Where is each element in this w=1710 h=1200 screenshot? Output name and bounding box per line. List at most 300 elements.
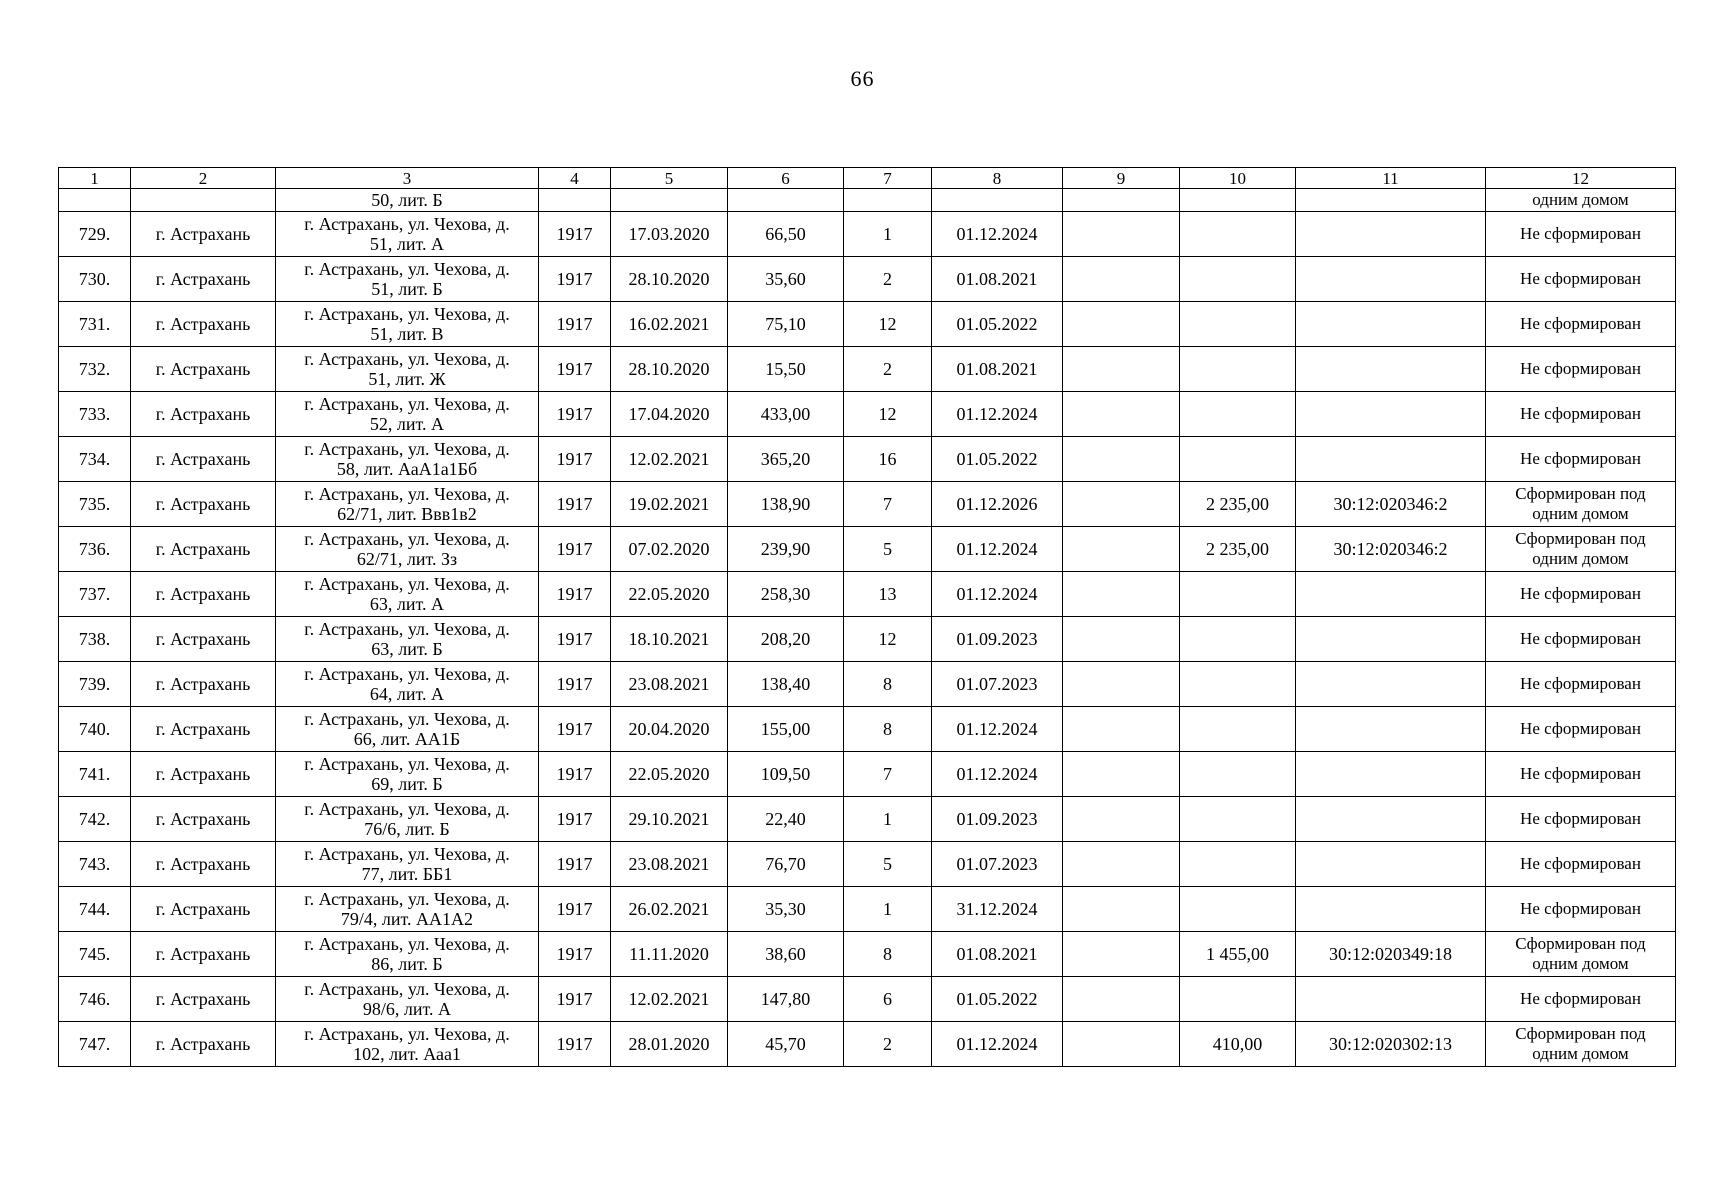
table-row xyxy=(59,932,1676,977)
address-cell xyxy=(276,212,539,257)
table-row xyxy=(59,1022,1676,1067)
table-body xyxy=(59,168,1676,1067)
table-cell xyxy=(131,189,276,212)
status-line-1: Сформирован под xyxy=(1515,934,1646,953)
cadastral-number-cell xyxy=(1296,572,1486,617)
address-line-1: г. Астрахань, ул. Чехова, д. xyxy=(304,574,510,594)
row-number: 742. xyxy=(59,797,131,842)
area-cell: 258,30 xyxy=(728,572,844,617)
column-9-cell xyxy=(1063,842,1180,887)
row-number: 729. xyxy=(59,212,131,257)
address-line-1: г. Астрахань, ул. Чехова, д. xyxy=(304,439,510,459)
address-line-2: 62/71, лит. Зз xyxy=(356,549,458,569)
city-cell: г. Астрахань xyxy=(131,572,276,617)
column-header: 9 xyxy=(1063,168,1180,189)
address-cell xyxy=(276,752,539,797)
table-row xyxy=(59,707,1676,752)
area-cell: 76,70 xyxy=(728,842,844,887)
land-area-cell: 2 235,00 xyxy=(1180,527,1296,572)
column-9-cell xyxy=(1063,887,1180,932)
address-line-1: г. Астрахань, ул. Чехова, д. xyxy=(304,844,510,864)
address-cell xyxy=(276,842,539,887)
city-cell: г. Астрахань xyxy=(131,887,276,932)
count-cell: 7 xyxy=(844,482,932,527)
area-cell: 109,50 xyxy=(728,752,844,797)
address-line-1: г. Астрахань, ул. Чехова, д. xyxy=(304,799,510,819)
land-area-cell xyxy=(1180,392,1296,437)
address-line-2: 62/71, лит. Ввв1в2 xyxy=(337,504,477,524)
deadline-cell: 01.09.2023 xyxy=(932,797,1063,842)
city-cell: г. Астрахань xyxy=(131,977,276,1022)
deadline-cell: 01.08.2021 xyxy=(932,257,1063,302)
count-cell: 2 xyxy=(844,257,932,302)
row-number: 739. xyxy=(59,662,131,707)
year-cell: 1917 xyxy=(539,752,611,797)
address-line-1: г. Астрахань, ул. Чехова, д. xyxy=(304,259,510,279)
date-cell: 20.04.2020 xyxy=(611,707,728,752)
table-row xyxy=(59,752,1676,797)
column-header: 11 xyxy=(1296,168,1486,189)
column-9-cell xyxy=(1063,437,1180,482)
count-cell: 1 xyxy=(844,797,932,842)
column-9-cell xyxy=(1063,347,1180,392)
cadastral-number-cell xyxy=(1296,662,1486,707)
area-cell: 45,70 xyxy=(728,1022,844,1067)
table-cell xyxy=(1063,189,1180,212)
table-row xyxy=(59,347,1676,392)
land-area-cell xyxy=(1180,437,1296,482)
area-cell: 147,80 xyxy=(728,977,844,1022)
area-cell: 208,20 xyxy=(728,617,844,662)
status-cell xyxy=(1486,707,1676,752)
date-cell: 11.11.2020 xyxy=(611,932,728,977)
row-number: 744. xyxy=(59,887,131,932)
address-cell xyxy=(276,302,539,347)
status-line-1: Не сформирован xyxy=(1520,314,1641,333)
table-row xyxy=(59,392,1676,437)
address-cell xyxy=(276,932,539,977)
year-cell: 1917 xyxy=(539,797,611,842)
land-area-cell xyxy=(1180,617,1296,662)
column-9-cell xyxy=(1063,977,1180,1022)
count-cell: 7 xyxy=(844,752,932,797)
status-cell xyxy=(1486,302,1676,347)
status-line-1: Не сформирован xyxy=(1520,854,1641,873)
status-line-1: Не сформирован xyxy=(1520,224,1641,243)
land-area-cell xyxy=(1180,752,1296,797)
cadastral-number-cell: 30:12:020346:2 xyxy=(1296,527,1486,572)
continuation-address: 50, лит. Б xyxy=(276,189,539,212)
date-cell: 22.05.2020 xyxy=(611,572,728,617)
table-row xyxy=(59,482,1676,527)
address-line-1: г. Астрахань, ул. Чехова, д. xyxy=(304,214,510,234)
continuation-status: одним домом xyxy=(1486,189,1676,212)
cadastral-number-cell xyxy=(1296,302,1486,347)
table-cell xyxy=(844,189,932,212)
address-cell xyxy=(276,347,539,392)
row-number: 741. xyxy=(59,752,131,797)
address-line-1: г. Астрахань, ул. Чехова, д. xyxy=(304,304,510,324)
area-cell: 75,10 xyxy=(728,302,844,347)
cadastral-number-cell xyxy=(1296,752,1486,797)
status-line-1: Не сформирован xyxy=(1520,404,1641,423)
deadline-cell: 01.05.2022 xyxy=(932,302,1063,347)
status-cell xyxy=(1486,797,1676,842)
address-cell xyxy=(276,662,539,707)
year-cell: 1917 xyxy=(539,212,611,257)
deadline-cell: 01.09.2023 xyxy=(932,617,1063,662)
area-cell: 155,00 xyxy=(728,707,844,752)
area-cell: 35,60 xyxy=(728,257,844,302)
address-line-2: 69, лит. Б xyxy=(371,774,443,794)
table-row xyxy=(59,257,1676,302)
city-cell: г. Астрахань xyxy=(131,482,276,527)
column-9-cell xyxy=(1063,572,1180,617)
year-cell: 1917 xyxy=(539,527,611,572)
table-row xyxy=(59,572,1676,617)
land-area-cell xyxy=(1180,797,1296,842)
row-number: 731. xyxy=(59,302,131,347)
land-area-cell xyxy=(1180,347,1296,392)
year-cell: 1917 xyxy=(539,887,611,932)
column-9-cell xyxy=(1063,707,1180,752)
date-cell: 28.10.2020 xyxy=(611,347,728,392)
status-line-1: Не сформирован xyxy=(1520,719,1641,738)
status-cell xyxy=(1486,932,1676,977)
deadline-cell: 01.07.2023 xyxy=(932,842,1063,887)
land-area-cell xyxy=(1180,212,1296,257)
column-header: 8 xyxy=(932,168,1063,189)
cadastral-number-cell xyxy=(1296,212,1486,257)
address-cell xyxy=(276,1022,539,1067)
address-line-2: 64, лит. А xyxy=(369,684,445,704)
address-cell xyxy=(276,707,539,752)
address-cell xyxy=(276,977,539,1022)
row-number: 737. xyxy=(59,572,131,617)
count-cell: 13 xyxy=(844,572,932,617)
status-cell xyxy=(1486,212,1676,257)
land-area-cell xyxy=(1180,302,1296,347)
row-number: 736. xyxy=(59,527,131,572)
area-cell: 15,50 xyxy=(728,347,844,392)
address-line-2: 51, лит. Ж xyxy=(368,369,446,389)
table-row xyxy=(59,797,1676,842)
address-line-2: 51, лит. В xyxy=(370,324,444,344)
count-cell: 8 xyxy=(844,707,932,752)
deadline-cell: 01.07.2023 xyxy=(932,662,1063,707)
address-line-2: 58, лит. АаА1а1Бб xyxy=(336,459,478,479)
table-cell xyxy=(539,189,611,212)
year-cell: 1917 xyxy=(539,302,611,347)
table-row xyxy=(59,527,1676,572)
area-cell: 239,90 xyxy=(728,527,844,572)
count-cell: 8 xyxy=(844,932,932,977)
status-cell xyxy=(1486,437,1676,482)
status-cell xyxy=(1486,617,1676,662)
address-line-2: 63, лит. А xyxy=(369,594,445,614)
table-row xyxy=(59,437,1676,482)
deadline-cell: 01.12.2024 xyxy=(932,752,1063,797)
row-number: 743. xyxy=(59,842,131,887)
address-cell xyxy=(276,617,539,662)
status-line-1: Сформирован под xyxy=(1515,1024,1646,1043)
city-cell: г. Астрахань xyxy=(131,1022,276,1067)
date-cell: 12.02.2021 xyxy=(611,437,728,482)
address-line-1: г. Астрахань, ул. Чехова, д. xyxy=(304,754,510,774)
address-line-2: 77, лит. ББ1 xyxy=(361,864,453,884)
status-cell xyxy=(1486,572,1676,617)
row-number: 730. xyxy=(59,257,131,302)
cadastral-number-cell xyxy=(1296,797,1486,842)
status-line-1: Не сформирован xyxy=(1520,809,1641,828)
city-cell: г. Астрахань xyxy=(131,797,276,842)
address-line-2: 63, лит. Б xyxy=(371,639,443,659)
address-cell xyxy=(276,437,539,482)
column-9-cell xyxy=(1063,797,1180,842)
city-cell: г. Астрахань xyxy=(131,437,276,482)
date-cell: 23.08.2021 xyxy=(611,842,728,887)
deadline-cell: 01.08.2021 xyxy=(932,347,1063,392)
year-cell: 1917 xyxy=(539,437,611,482)
deadline-cell: 01.12.2024 xyxy=(932,392,1063,437)
address-line-2: 51, лит. Б xyxy=(371,279,443,299)
column-9-cell xyxy=(1063,1022,1180,1067)
table-cell xyxy=(932,189,1063,212)
city-cell: г. Астрахань xyxy=(131,752,276,797)
row-number: 734. xyxy=(59,437,131,482)
status-cell xyxy=(1486,1022,1676,1067)
cadastral-number-cell xyxy=(1296,977,1486,1022)
city-cell: г. Астрахань xyxy=(131,212,276,257)
cadastral-number-cell xyxy=(1296,392,1486,437)
count-cell: 1 xyxy=(844,887,932,932)
status-line-1: Не сформирован xyxy=(1520,674,1641,693)
area-cell: 365,20 xyxy=(728,437,844,482)
year-cell: 1917 xyxy=(539,977,611,1022)
cadastral-number-cell: 30:12:020302:13 xyxy=(1296,1022,1486,1067)
deadline-cell: 01.05.2022 xyxy=(932,437,1063,482)
city-cell: г. Астрахань xyxy=(131,527,276,572)
row-number: 738. xyxy=(59,617,131,662)
column-header: 7 xyxy=(844,168,932,189)
address-line-2: 52, лит. А xyxy=(369,414,445,434)
address-cell xyxy=(276,527,539,572)
count-cell: 1 xyxy=(844,212,932,257)
row-number: 732. xyxy=(59,347,131,392)
row-number: 747. xyxy=(59,1022,131,1067)
column-header: 4 xyxy=(539,168,611,189)
address-line-2: 86, лит. Б xyxy=(371,954,443,974)
status-line-1: Не сформирован xyxy=(1520,584,1641,603)
count-cell: 5 xyxy=(844,527,932,572)
count-cell: 6 xyxy=(844,977,932,1022)
area-cell: 433,00 xyxy=(728,392,844,437)
column-9-cell xyxy=(1063,752,1180,797)
deadline-cell: 01.12.2024 xyxy=(932,707,1063,752)
cadastral-number-cell xyxy=(1296,842,1486,887)
row-number: 746. xyxy=(59,977,131,1022)
row-number: 745. xyxy=(59,932,131,977)
count-cell: 16 xyxy=(844,437,932,482)
address-line-1: г. Астрахань, ул. Чехова, д. xyxy=(304,529,510,549)
city-cell: г. Астрахань xyxy=(131,932,276,977)
date-cell: 28.10.2020 xyxy=(611,257,728,302)
count-cell: 2 xyxy=(844,1022,932,1067)
address-cell xyxy=(276,482,539,527)
date-cell: 07.02.2020 xyxy=(611,527,728,572)
table-row xyxy=(59,302,1676,347)
column-9-cell xyxy=(1063,932,1180,977)
city-cell: г. Астрахань xyxy=(131,617,276,662)
year-cell: 1917 xyxy=(539,932,611,977)
address-line-1: г. Астрахань, ул. Чехова, д. xyxy=(304,709,510,729)
address-line-2: 76/6, лит. Б xyxy=(364,819,450,839)
date-cell: 28.01.2020 xyxy=(611,1022,728,1067)
address-line-1: г. Астрахань, ул. Чехова, д. xyxy=(304,1024,510,1044)
table-row xyxy=(59,662,1676,707)
city-cell: г. Астрахань xyxy=(131,347,276,392)
column-9-cell xyxy=(1063,392,1180,437)
address-line-2: 79/4, лит. АА1А2 xyxy=(340,909,474,929)
deadline-cell: 01.12.2024 xyxy=(932,527,1063,572)
status-cell xyxy=(1486,392,1676,437)
column-header: 6 xyxy=(728,168,844,189)
area-cell: 138,40 xyxy=(728,662,844,707)
table-row xyxy=(59,617,1676,662)
status-line-1: Сформирован под xyxy=(1515,484,1646,503)
count-cell: 12 xyxy=(844,392,932,437)
count-cell: 12 xyxy=(844,302,932,347)
year-cell: 1917 xyxy=(539,392,611,437)
date-cell: 17.03.2020 xyxy=(611,212,728,257)
address-line-1: г. Астрахань, ул. Чехова, д. xyxy=(304,889,510,909)
count-cell: 2 xyxy=(844,347,932,392)
area-cell: 22,40 xyxy=(728,797,844,842)
date-cell: 16.02.2021 xyxy=(611,302,728,347)
table-row xyxy=(59,887,1676,932)
status-line-2: одним домом xyxy=(1532,954,1629,973)
address-line-2: 51, лит. А xyxy=(369,234,445,254)
land-area-cell xyxy=(1180,977,1296,1022)
city-cell: г. Астрахань xyxy=(131,662,276,707)
city-cell: г. Астрахань xyxy=(131,842,276,887)
address-cell xyxy=(276,887,539,932)
address-line-1: г. Астрахань, ул. Чехова, д. xyxy=(304,619,510,639)
cadastral-number-cell xyxy=(1296,617,1486,662)
address-cell xyxy=(276,797,539,842)
address-line-1: г. Астрахань, ул. Чехова, д. xyxy=(304,349,510,369)
address-line-2: 66, лит. АА1Б xyxy=(353,729,461,749)
city-cell: г. Астрахань xyxy=(131,392,276,437)
date-cell: 22.05.2020 xyxy=(611,752,728,797)
deadline-cell: 01.05.2022 xyxy=(932,977,1063,1022)
status-cell xyxy=(1486,752,1676,797)
date-cell: 19.02.2021 xyxy=(611,482,728,527)
city-cell: г. Астрахань xyxy=(131,257,276,302)
table-row xyxy=(59,977,1676,1022)
column-header: 10 xyxy=(1180,168,1296,189)
address-line-1: г. Астрахань, ул. Чехова, д. xyxy=(304,934,510,954)
address-line-1: г. Астрахань, ул. Чехова, д. xyxy=(304,979,510,999)
area-cell: 66,50 xyxy=(728,212,844,257)
column-header: 3 xyxy=(276,168,539,189)
status-line-1: Не сформирован xyxy=(1520,359,1641,378)
table-cell xyxy=(1180,189,1296,212)
status-cell xyxy=(1486,887,1676,932)
count-cell: 5 xyxy=(844,842,932,887)
table-cell xyxy=(59,189,131,212)
status-line-1: Не сформирован xyxy=(1520,764,1641,783)
status-cell xyxy=(1486,977,1676,1022)
cadastral-number-cell: 30:12:020349:18 xyxy=(1296,932,1486,977)
column-9-cell xyxy=(1063,257,1180,302)
status-cell xyxy=(1486,257,1676,302)
year-cell: 1917 xyxy=(539,842,611,887)
cadastral-number-cell xyxy=(1296,887,1486,932)
table-row xyxy=(59,212,1676,257)
column-header: 12 xyxy=(1486,168,1676,189)
area-cell: 35,30 xyxy=(728,887,844,932)
status-cell xyxy=(1486,842,1676,887)
date-cell: 23.08.2021 xyxy=(611,662,728,707)
status-line-1: Не сформирован xyxy=(1520,899,1641,918)
column-9-cell xyxy=(1063,527,1180,572)
land-area-cell xyxy=(1180,257,1296,302)
table-cell xyxy=(611,189,728,212)
continuation-row xyxy=(59,189,1676,212)
status-line-1: Сформирован под xyxy=(1515,529,1646,548)
date-cell: 12.02.2021 xyxy=(611,977,728,1022)
year-cell: 1917 xyxy=(539,482,611,527)
city-cell: г. Астрахань xyxy=(131,302,276,347)
status-cell xyxy=(1486,662,1676,707)
status-line-1: Не сформирован xyxy=(1520,629,1641,648)
area-cell: 38,60 xyxy=(728,932,844,977)
deadline-cell: 01.08.2021 xyxy=(932,932,1063,977)
deadline-cell: 01.12.2026 xyxy=(932,482,1063,527)
row-number: 735. xyxy=(59,482,131,527)
land-area-cell: 1 455,00 xyxy=(1180,932,1296,977)
page-number: 66 xyxy=(850,66,875,91)
land-area-cell xyxy=(1180,662,1296,707)
status-cell xyxy=(1486,482,1676,527)
land-area-cell xyxy=(1180,572,1296,617)
year-cell: 1917 xyxy=(539,1022,611,1067)
year-cell: 1917 xyxy=(539,347,611,392)
land-area-cell xyxy=(1180,887,1296,932)
column-9-cell xyxy=(1063,662,1180,707)
address-cell xyxy=(276,572,539,617)
cadastral-number-cell xyxy=(1296,707,1486,752)
column-9-cell xyxy=(1063,482,1180,527)
cadastral-number-cell: 30:12:020346:2 xyxy=(1296,482,1486,527)
deadline-cell: 31.12.2024 xyxy=(932,887,1063,932)
registry-table xyxy=(58,167,1676,1067)
row-number: 733. xyxy=(59,392,131,437)
column-header: 5 xyxy=(611,168,728,189)
year-cell: 1917 xyxy=(539,707,611,752)
date-cell: 17.04.2020 xyxy=(611,392,728,437)
deadline-cell: 01.12.2024 xyxy=(932,212,1063,257)
deadline-cell: 01.12.2024 xyxy=(932,572,1063,617)
column-9-cell xyxy=(1063,212,1180,257)
address-line-1: г. Астрахань, ул. Чехова, д. xyxy=(304,394,510,414)
address-line-1: г. Астрахань, ул. Чехова, д. xyxy=(304,664,510,684)
date-cell: 26.02.2021 xyxy=(611,887,728,932)
cadastral-number-cell xyxy=(1296,347,1486,392)
land-area-cell: 410,00 xyxy=(1180,1022,1296,1067)
year-cell: 1917 xyxy=(539,257,611,302)
